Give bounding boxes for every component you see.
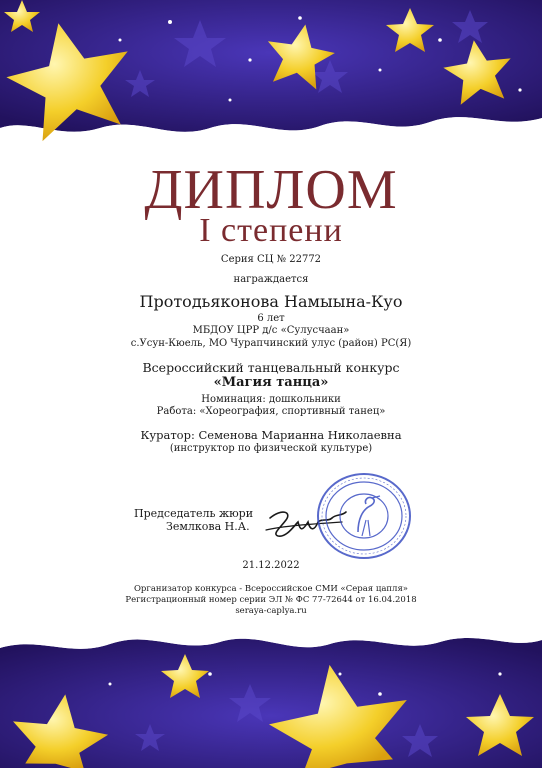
registration-line: Регистрационный номер серии ЭЛ № ФС 77-72644 от 16.04.2018: [125, 595, 417, 605]
jury-chair-label: Председатель жюри: [134, 507, 254, 520]
work-title: Работа: «Хореография, спортивный танец»: [156, 406, 386, 417]
contest-name-line1: Всероссийский танцевальный конкурс: [142, 360, 400, 375]
issue-date: 21.12.2022: [242, 560, 300, 571]
curator-role: (инструктор по физической культуре): [169, 443, 373, 454]
stamp-heron-icon: [314, 470, 414, 562]
awarded-label: награждается: [233, 274, 309, 285]
diploma-title: ДИПЛОМ: [144, 159, 398, 221]
jury-chair-name: Землкова Н.А.: [166, 520, 250, 533]
series-number: Серия СЦ № 22772: [220, 254, 322, 265]
recipient-age: 6 лет: [257, 313, 285, 324]
institution-name: МБДОУ ЦРР д/с «Сулусчаан»: [192, 325, 350, 336]
recipient-name: Протодьяконова Намыына-Куо: [139, 292, 403, 311]
nomination: Номинация: дошкольники: [201, 394, 341, 405]
contest-name-line2: «Магия танца»: [213, 375, 329, 390]
organizer-line: Организатор конкурса - Всероссийское СМИ «Серая цапля»: [133, 584, 409, 594]
institution-location: с.Усун-Кюель, МО Чурапчинский улус (район) РС(Я): [130, 338, 412, 349]
website: seraya-caplya.ru: [235, 606, 307, 616]
curator-name: Куратор: Семенова Марианна Николаевна: [140, 428, 402, 442]
diploma-degree: I степени: [199, 212, 343, 249]
